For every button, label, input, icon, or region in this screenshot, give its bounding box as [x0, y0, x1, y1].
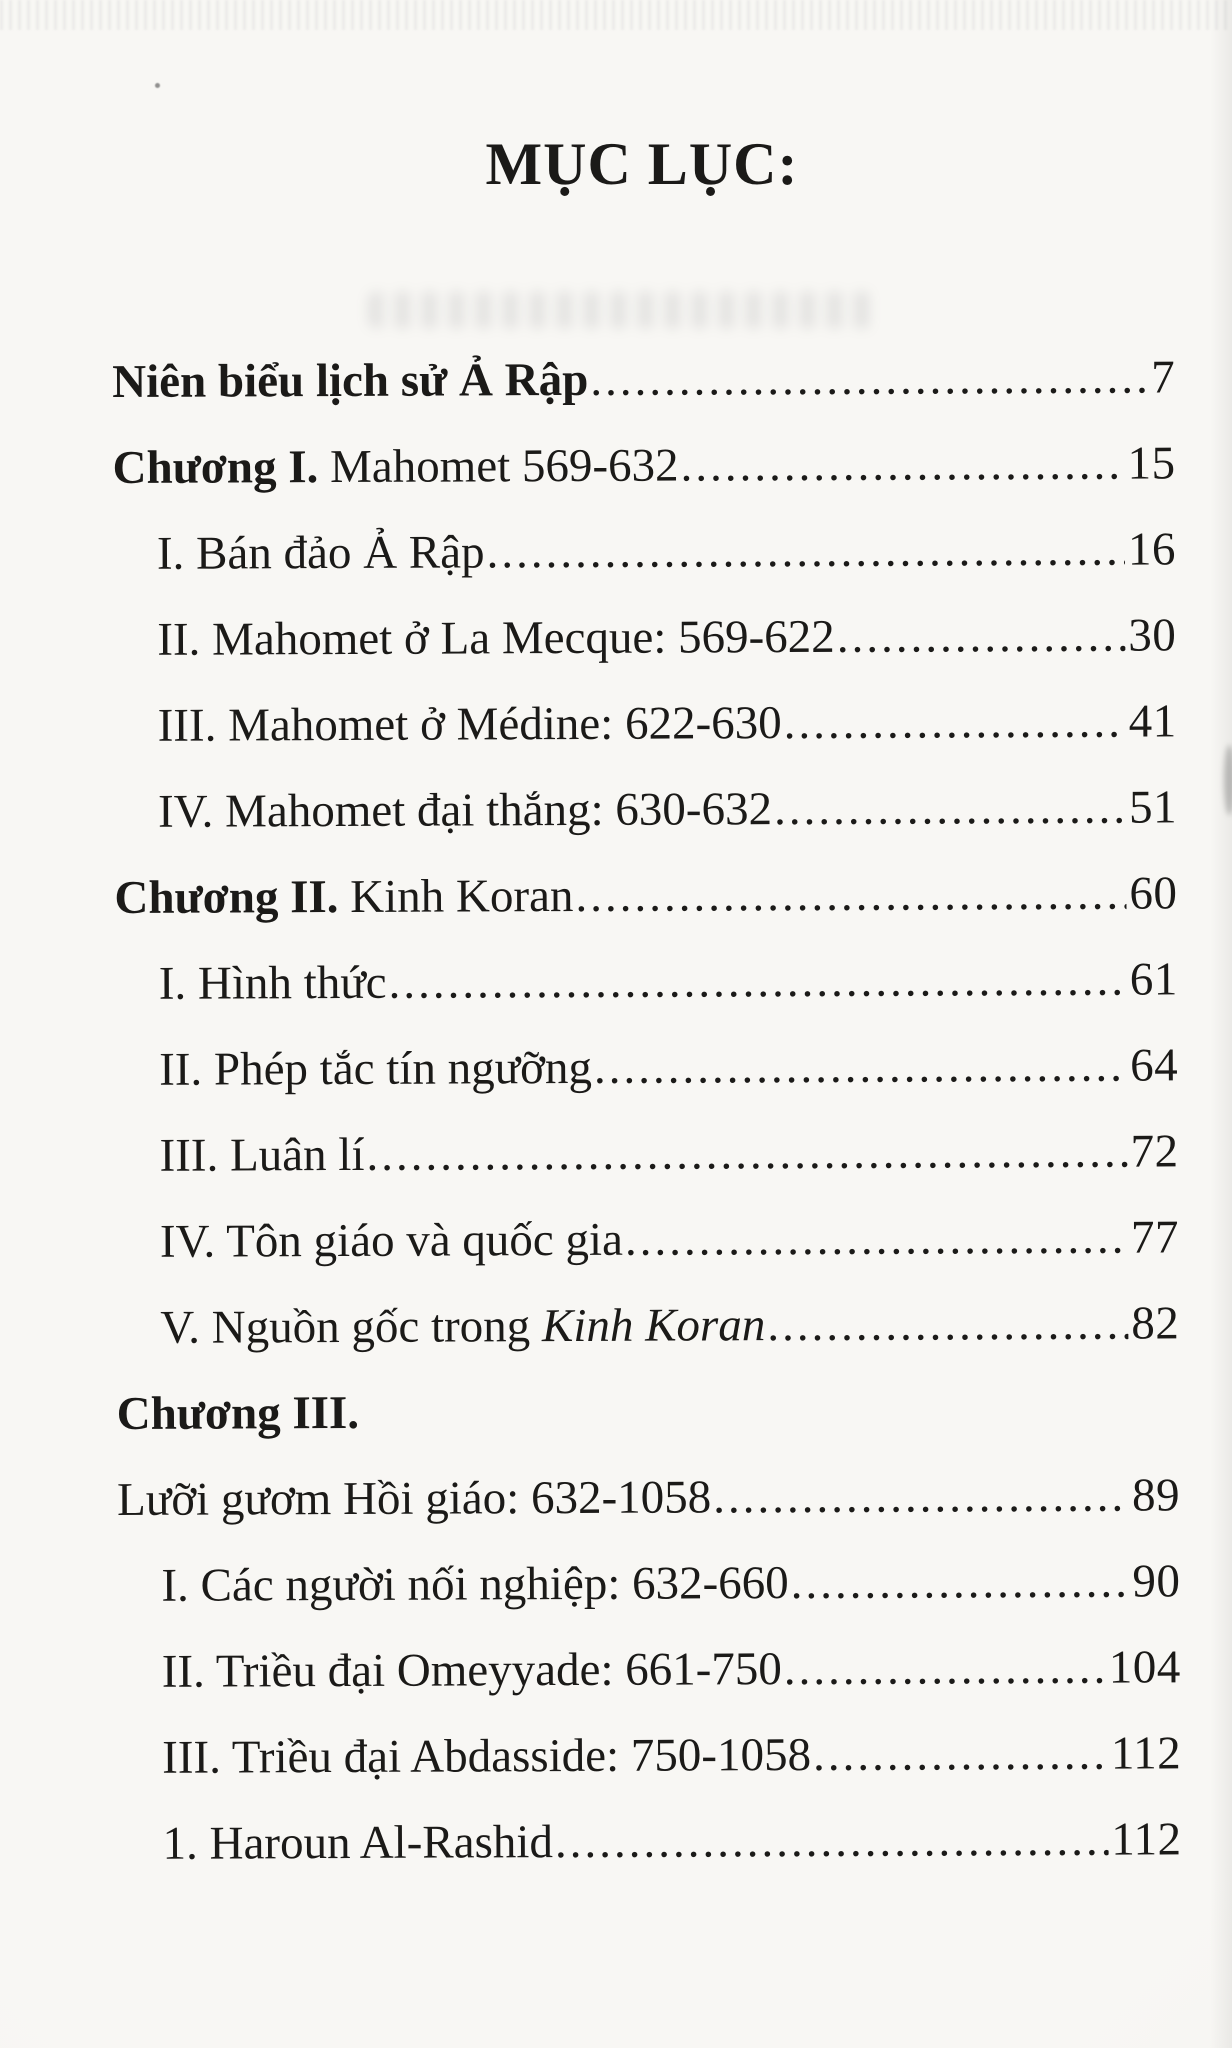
dot-leader [713, 1453, 1129, 1541]
page-number: 61 [1129, 953, 1178, 1006]
toc-row [114, 678, 1177, 769]
toc-row [117, 1538, 1180, 1629]
toc-entry-label: Niên biểu lịch sử Ả Rập [112, 353, 589, 408]
toc-entry-label: I. Hình thức [158, 956, 387, 1010]
page-number: 89 [1131, 1469, 1181, 1522]
toc-entry-label: Chương III. [116, 1386, 360, 1440]
toc-row [112, 420, 1175, 511]
dot-leader [774, 765, 1126, 853]
page-number: 72 [1130, 1125, 1179, 1178]
page-number: 112 [1111, 1813, 1182, 1866]
toc-row [113, 592, 1176, 683]
toc-entry-label: Chương II. Kinh Koran [114, 869, 574, 924]
scan-speck [155, 83, 160, 88]
dot-leader [575, 851, 1126, 939]
toc-list [112, 334, 1182, 1887]
toc-entry-label: II. Phép tắc tín ngưỡng [159, 1041, 593, 1096]
page-number: 41 [1128, 695, 1177, 748]
toc-entry-label: Chương I. Mahomet 569-632 [112, 439, 679, 494]
toc-entry-label: V. Nguồn gốc trong Kinh Koran [160, 1299, 766, 1354]
page-number: 16 [1127, 523, 1177, 576]
page-number: 7 [1151, 351, 1176, 404]
page-number: 112 [1110, 1727, 1182, 1780]
toc-entry-label: IV. Mahomet đại thắng: 630-632 [157, 783, 773, 838]
page-number: 90 [1132, 1555, 1181, 1608]
toc-entry-label: I. Bán đảo Ả Rập [156, 526, 485, 580]
page-title: MỤC LỤC: [485, 131, 799, 197]
page-number: 104 [1108, 1641, 1181, 1694]
dot-leader [594, 1023, 1128, 1111]
page-number: 60 [1129, 867, 1178, 920]
toc-entry-label: III. Luân lí [159, 1128, 365, 1182]
toc-entry-label: Lưỡi gươm Hồi giáo: 632-1058 [116, 1471, 712, 1526]
dot-leader [366, 1109, 1127, 1198]
page-number: 30 [1128, 609, 1177, 662]
dot-leader [555, 1797, 1109, 1885]
scan-edge-smudge [1224, 745, 1232, 815]
dot-leader [791, 1539, 1130, 1626]
dot-leader [813, 1711, 1108, 1798]
dot-leader [388, 937, 1127, 1026]
toc-row [115, 1108, 1178, 1199]
print-through-artifact [368, 292, 873, 328]
toc-row [113, 506, 1176, 597]
page-number: 51 [1128, 781, 1178, 834]
dot-leader [784, 1625, 1106, 1712]
toc-entry-label: IV. Tôn giáo và quốc gia [159, 1213, 624, 1268]
page-number: 82 [1131, 1297, 1180, 1350]
toc-row [115, 936, 1178, 1027]
toc-entry-label: III. Mahomet ở Médine: 622-630 [157, 697, 782, 752]
toc-row [118, 1624, 1181, 1715]
dot-leader [767, 1281, 1128, 1369]
toc-row [114, 764, 1177, 855]
toc-row [114, 850, 1177, 941]
toc-entry-label: II. Mahomet ở La Mecque: 569-622 [157, 610, 835, 666]
toc-row [118, 1796, 1181, 1887]
dot-leader [783, 679, 1125, 766]
toc-entry-label: 1. Haroun Al-Rashid [162, 1816, 554, 1870]
toc-row [117, 1452, 1180, 1543]
toc-entry-label: III. Triều đại Abdasside: 750-1058 [162, 1728, 812, 1784]
page-number: 64 [1130, 1039, 1179, 1092]
dot-leader [590, 334, 1148, 422]
toc-entry-label: I. Các người nối nghiệp: 632-660 [161, 1557, 789, 1612]
page-number: 15 [1127, 437, 1176, 490]
toc-row [112, 334, 1175, 425]
toc-row [118, 1710, 1181, 1801]
toc-entry-label: II. Triều đại Omeyyade: 661-750 [161, 1643, 782, 1698]
dot-leader [680, 421, 1124, 509]
page-number: 77 [1130, 1211, 1180, 1264]
dot-leader [837, 593, 1126, 680]
toc-row [116, 1194, 1179, 1285]
dot-leader [486, 507, 1125, 596]
dot-leader [625, 1195, 1128, 1283]
toc-row [115, 1022, 1178, 1113]
toc-row [117, 1366, 1180, 1457]
toc-row [116, 1280, 1179, 1371]
